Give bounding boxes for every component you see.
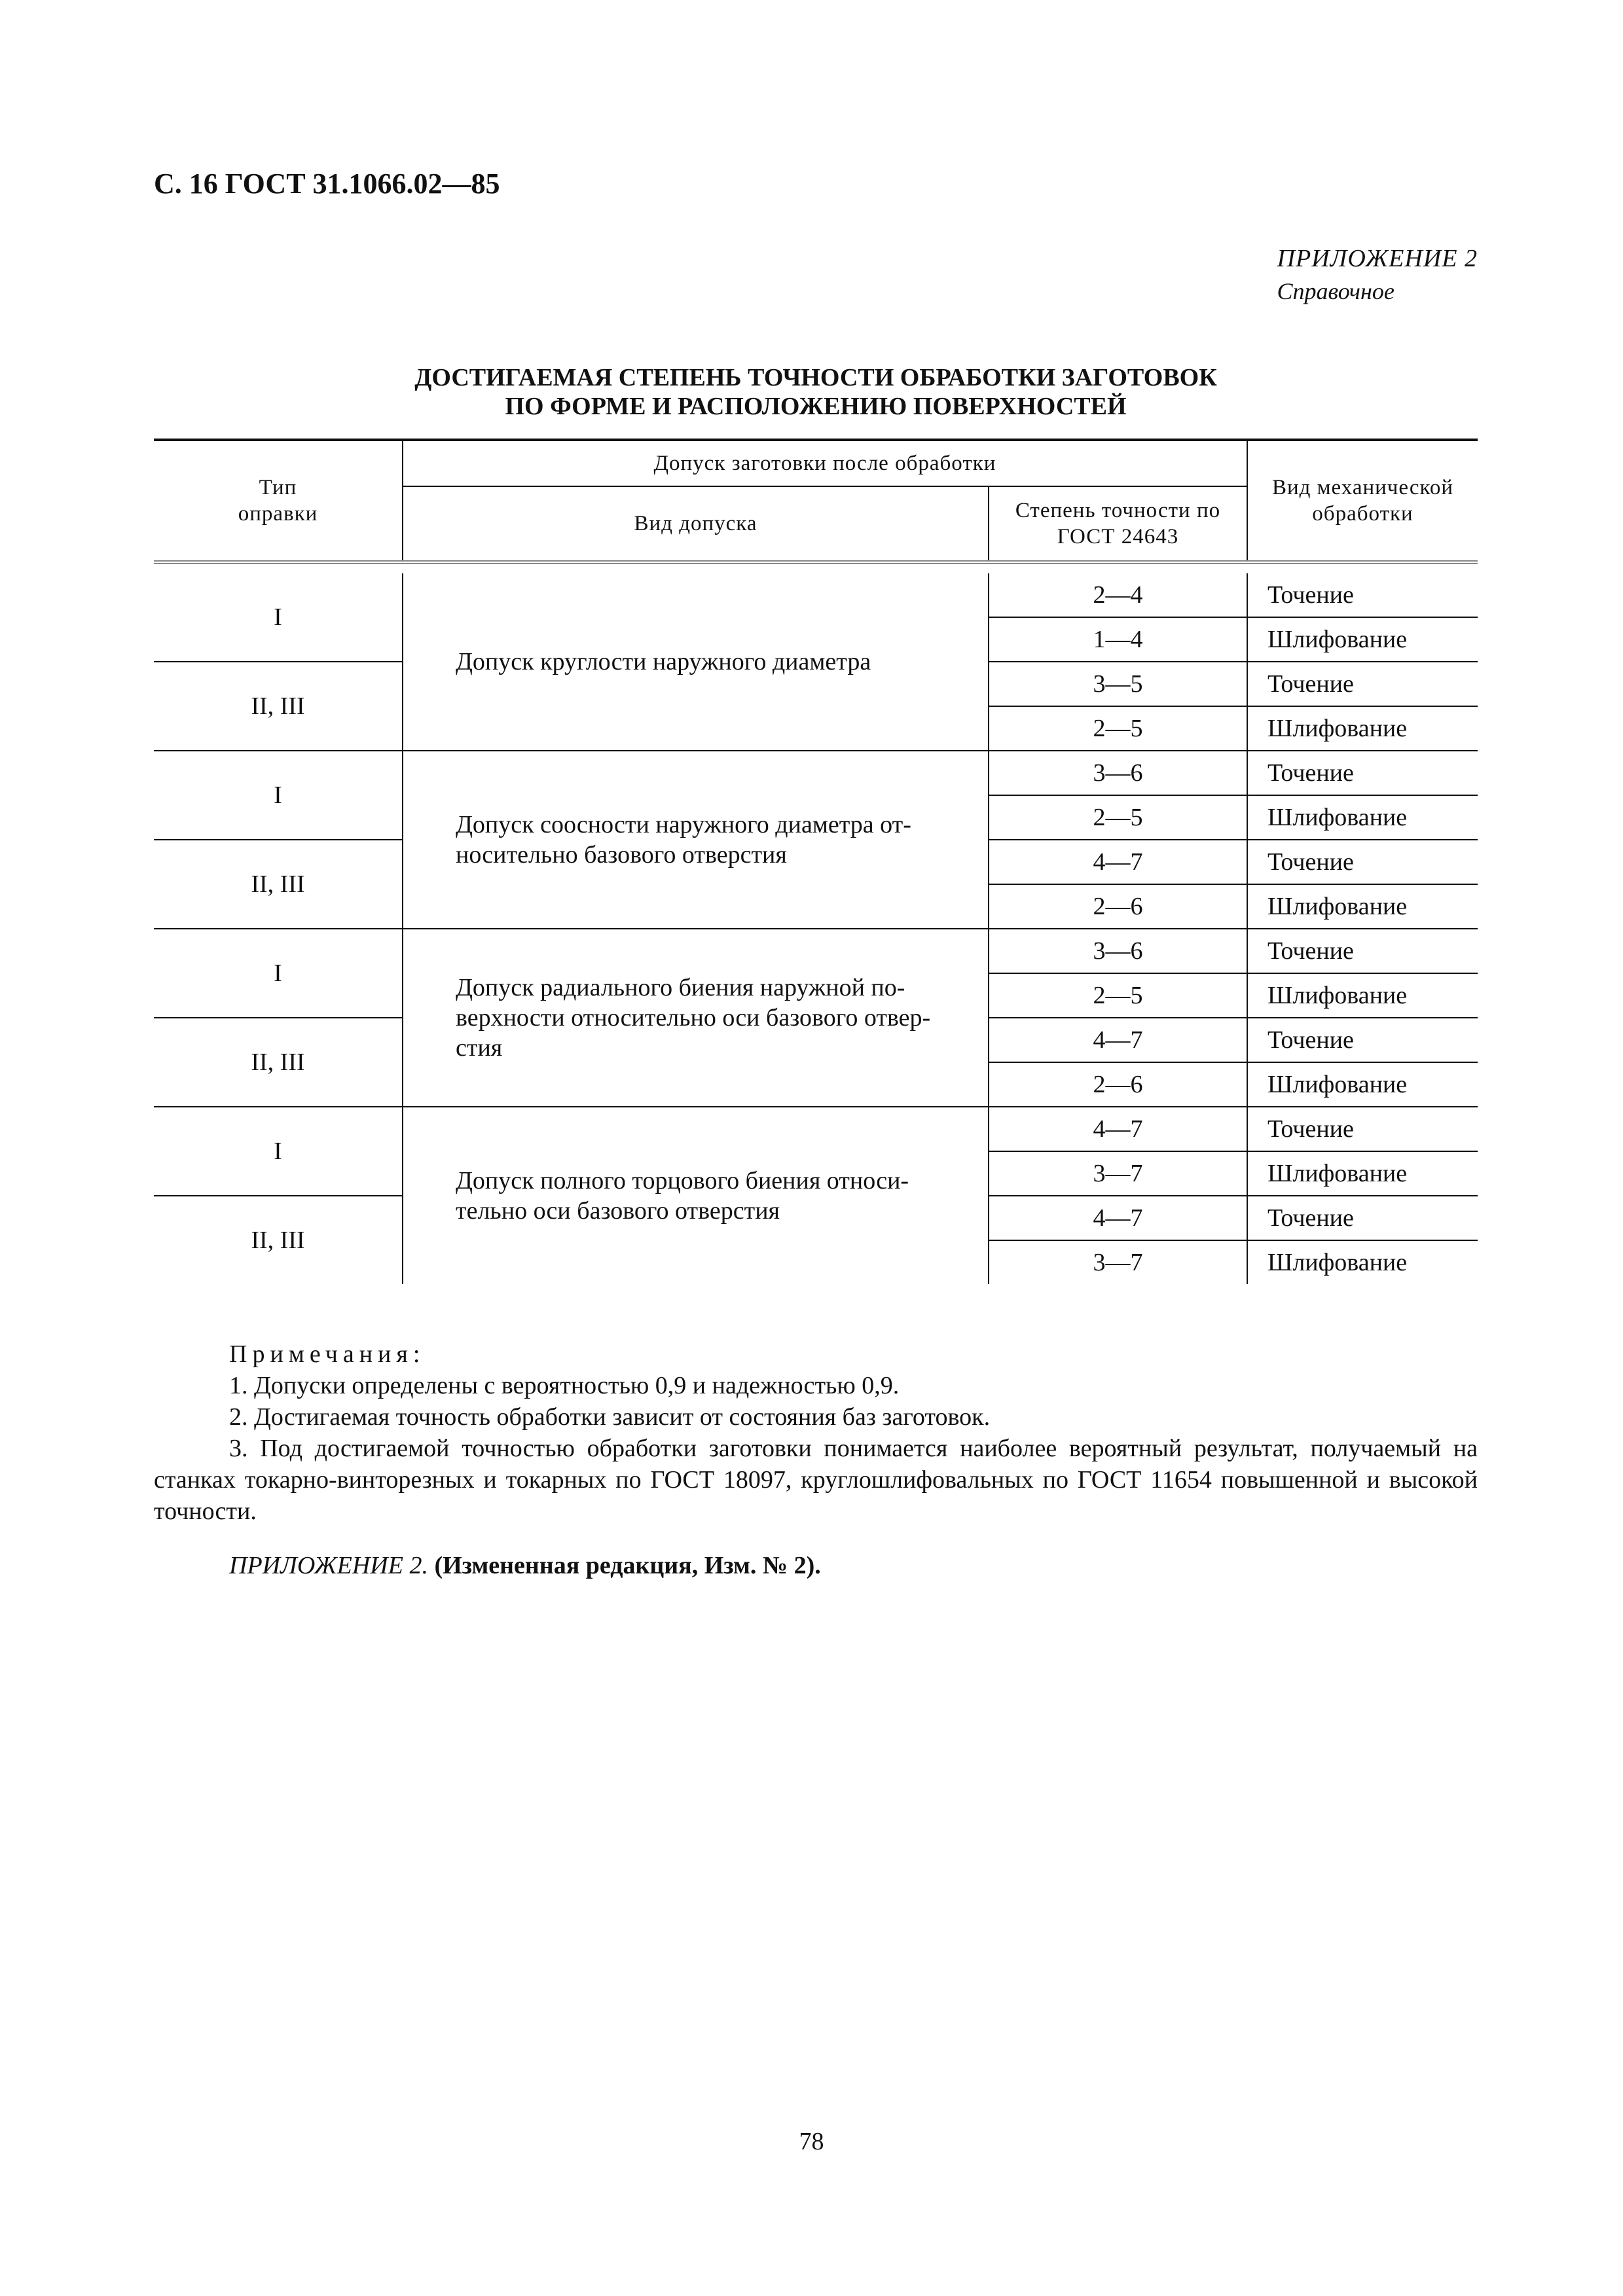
tip-cell: II, III	[154, 1018, 403, 1107]
amendment-ref: ПРИЛОЖЕНИЕ 2.	[229, 1552, 428, 1579]
process-cell: Шлифование	[1247, 1151, 1478, 1196]
page-number: 78	[799, 2128, 824, 2155]
degree-cell: 4—7	[989, 1107, 1247, 1151]
degree-cell: 2—5	[989, 973, 1247, 1018]
tip-cell: I	[154, 751, 403, 840]
table-row	[154, 1107, 1478, 1151]
process-cell: Шлифование	[1267, 1249, 1408, 1276]
process-cell: Шлифование	[1247, 973, 1478, 1018]
header-vid-obrabotki: Вид механической обработки	[1271, 476, 1454, 526]
header-vid-dopuska: Вид допуска	[403, 486, 989, 562]
process-cell: Точение	[1247, 751, 1478, 795]
process-cell: Шлифование	[1247, 884, 1478, 929]
process-cell: Точение	[1247, 573, 1478, 617]
table-row	[154, 751, 1478, 795]
notes-heading: Примечания:	[229, 1340, 426, 1368]
process-cell: Шлифование	[1247, 706, 1478, 751]
tip-cell: II, III	[154, 840, 403, 929]
degree-cell: 3—7	[989, 1240, 1247, 1284]
tolerance-type-cell: Допуск соосности наружного диаметра от- носительно базового отверстия	[403, 751, 989, 929]
title-line-1: ДОСТИГАЕМАЯ СТЕПЕНЬ ТОЧНОСТИ ОБРАБОТКИ ЗАГОТОВОК	[414, 364, 1217, 391]
tip-cell: I	[154, 573, 403, 662]
note-1: 1. Допуски определены с вероятностью 0,9 и надежностью 0,9.	[229, 1372, 900, 1399]
degree-cell: 3—7	[989, 1151, 1247, 1196]
tip-cell: I	[154, 929, 403, 1018]
degree-cell: 1—4	[989, 617, 1247, 662]
tip-cell: I	[154, 1107, 403, 1196]
process-cell: Шлифование	[1247, 795, 1478, 840]
tolerance-type-cell: Допуск полного торцового биения относи- тельно оси базового отверстия	[403, 1107, 989, 1284]
header-stepen-tochnosti: Степень точности по ГОСТ 24643	[989, 486, 1247, 562]
table-row	[154, 929, 1478, 973]
table-row	[154, 573, 1478, 617]
degree-cell: 2—6	[989, 884, 1247, 929]
process-cell: Точение	[1247, 662, 1478, 706]
appendix-type: Справочное	[1277, 278, 1395, 304]
header-tip-opravki: Тип оправки	[154, 441, 403, 562]
note-2: 2. Достигаемая точность обработки зависит от состояния баз заготовок.	[229, 1403, 991, 1431]
degree-cell: 2—5	[989, 795, 1247, 840]
degree-cell: 2—6	[989, 1062, 1247, 1107]
tip-cell: II, III	[154, 662, 403, 751]
tolerance-type-cell: Допуск круглости наружного диаметра	[403, 573, 989, 751]
tolerance-table	[154, 439, 1478, 1284]
process-cell: Точение	[1247, 1107, 1478, 1151]
degree-cell: 4—7	[989, 840, 1247, 884]
degree-cell: 3—5	[989, 662, 1247, 706]
process-cell: Точение	[1247, 1018, 1478, 1062]
tip-cell: II, III	[154, 1196, 403, 1284]
tolerance-type-cell: Допуск радиального биения наружной по- верхности относительно оси базового отвер- стия	[403, 929, 989, 1107]
process-cell: Шлифование	[1247, 1062, 1478, 1107]
title-line-2: ПО ФОРМЕ И РАСПОЛОЖЕНИЮ ПОВЕРХНОСТЕЙ	[505, 393, 1127, 420]
process-cell: Точение	[1247, 929, 1478, 973]
note-3: 3. Под достигаемой точностью обработки заготовки понимается наиболее вероятный результат, получаемый на станках токарно-винторезных и токарных по ГОСТ 18097, круглошлифовальных по ГОСТ 11654 повышенной и высокой точности.	[154, 1435, 1478, 1525]
appendix-label: ПРИЛОЖЕНИЕ 2	[1277, 245, 1478, 272]
notes-section	[154, 1338, 1478, 1527]
page-header: С. 16 ГОСТ 31.1066.02—85	[154, 168, 500, 200]
appendix-block	[1277, 242, 1478, 308]
amendment-text: (Измененная редакция, Изм. № 2).	[434, 1552, 821, 1579]
process-cell: Точение	[1247, 1196, 1478, 1240]
header-dopusk-group: Допуск заготовки после обработки	[403, 441, 1247, 486]
degree-cell: 2—4	[989, 573, 1247, 617]
degree-cell: 4—7	[989, 1196, 1247, 1240]
degree-cell: 4—7	[989, 1018, 1247, 1062]
document-title	[154, 363, 1478, 421]
process-cell: Точение	[1247, 840, 1478, 884]
amendment-note	[229, 1551, 821, 1580]
degree-cell: 3—6	[989, 929, 1247, 973]
process-cell: Шлифование	[1247, 617, 1478, 662]
degree-cell: 3—6	[989, 751, 1247, 795]
degree-cell: 2—5	[989, 706, 1247, 751]
